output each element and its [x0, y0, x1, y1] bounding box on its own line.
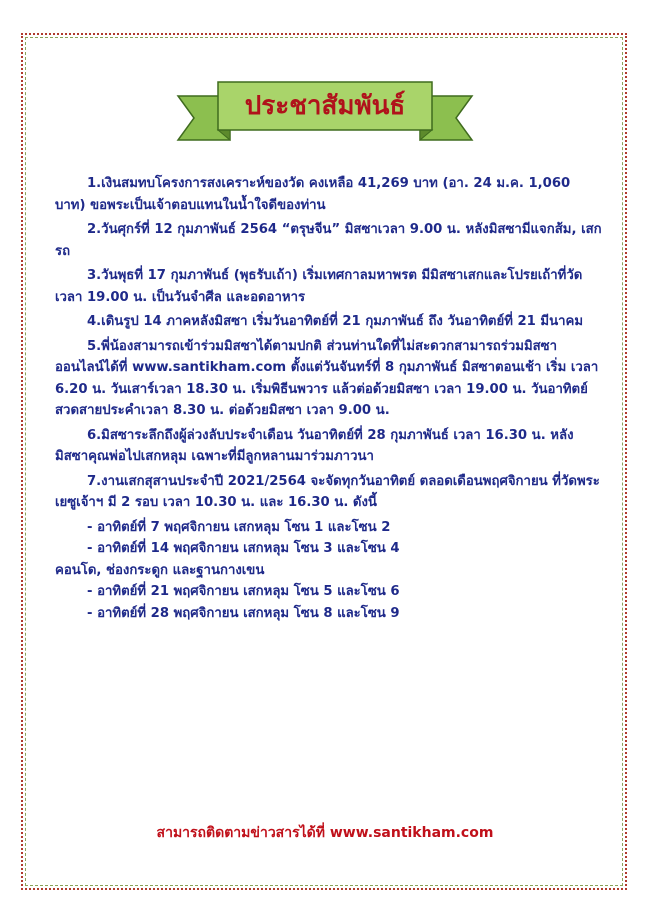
announcement-item: 2.วันศุกร์ที่ 12 กุมภาพันธ์ 2564 “ตรุษจีน” มิสซาเวลา 9.00 น. หลังมิสซามีแจกส้ม, เสกรถ — [55, 222, 602, 259]
announcement-item: 5.พี่น้องสามารถเข้าร่วมมิสซาได้ตามปกติ ส่วนท่านใดที่ไม่สะดวกสามารถร่วมมิสซาออนไลน์ได้ที่ www.santikham.com ตั้งแต่วันจันทร์ที่ 8 กุมภาพันธ์ มิสซาตอนเช้า เริ่ม เวลา 6.20 น. วันเสาร์เวลา 18.30 น. เริ่มพิธีนพวาร แล้วต่อด้วยมิสซา เวลา 19.00 น. วันอาทิตย์สวดสายประคำเวลา 8.30 น. ต่อด้วยมิสซา เวลา 9.00 น. — [55, 338, 599, 418]
schedule-bullet: - อาทิตย์ที่ 21 พฤศจิกายน เสกหลุม โซน 5 และโซน 6 — [87, 584, 400, 599]
announcement-body — [55, 173, 603, 624]
announcement-item: 6.มิสซาระลึกถึงผู้ล่วงลับประจำเดือน วันอาทิตย์ที่ 28 กุมภาพันธ์ เวลา 16.30 น. หลังมิสซาคุณพ่อไปเสกหลุม เฉพาะที่มีลูกหลานมาร่วมภาวนา — [55, 427, 574, 464]
footer-website-note: สามารถติดตามข่าวสารได้ที่ www.santikham.com — [156, 825, 494, 841]
schedule-bullet: - อาทิตย์ที่ 7 พฤศจิกายน เสกหลุม โซน 1 และโซน 2 — [87, 519, 391, 535]
announcement-item: 1.เงินสมทบโครงการสงเคราะห์ของวัด คงเหลือ 41,269 บาท (อา. 24 ม.ค. 1,060 บาท) ขอพระเป็นเจ้าตอบแทนในน้ำใจดีของท่าน — [55, 176, 571, 213]
announcement-item: 3.วันพุธที่ 17 กุมภาพันธ์ (พุธรับเถ้า) เริ่มเทศกาลมหาพรต มีมิสซาเสกและโปรยเถ้าที่วัด เวลา 19.00 น. เป็นวันจำศีล และอดอาหาร — [55, 268, 583, 305]
announcement-item: 4.เดินรูป 14 ภาคหลังมิสซา เริ่มวันอาทิตย์ที่ 21 กุมภาพันธ์ ถึง วันอาทิตย์ที่ 21 มีนาคม — [87, 314, 584, 329]
banner-title: ประชาสัมพันธ์ — [244, 91, 406, 121]
schedule-bullet-continuation: คอนโด, ช่องกระดูก และฐานกางเขน — [55, 562, 265, 578]
title-banner — [170, 70, 480, 150]
announcement-item: 7.งานเสกสุสานประจำปี 2021/2564 จะจัดทุกวันอาทิตย์ ตลอดเดือนพฤศจิกายน ที่วัดพระเยซูเจ้าฯ มี 2 รอบ เวลา 10.30 น. และ 16.30 น. ดังนี้ — [55, 473, 600, 510]
schedule-bullet: - อาทิตย์ที่ 14 พฤศจิกายน เสกหลุม โซน 3 และโซน 4 — [87, 541, 400, 556]
schedule-bullet: - อาทิตย์ที่ 28 พฤศจิกายน เสกหลุม โซน 8 และโซน 9 — [87, 605, 400, 621]
